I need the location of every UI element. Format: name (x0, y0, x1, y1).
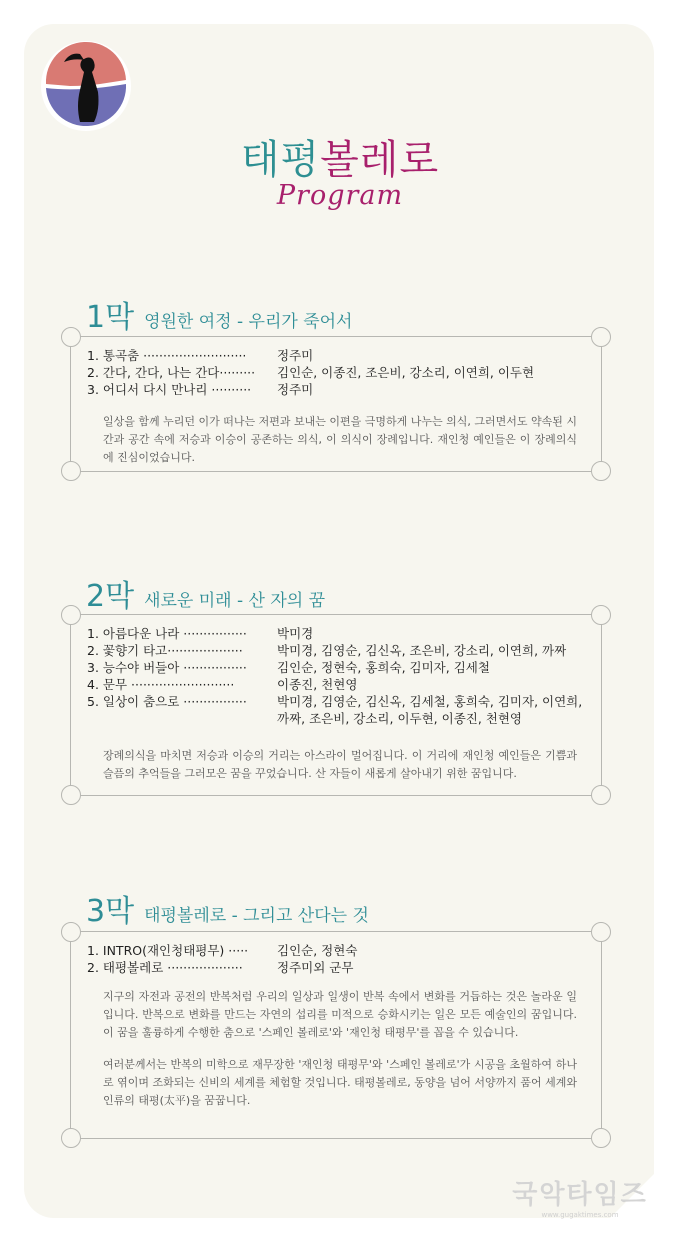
act-3-heading (86, 886, 369, 930)
act-2-number: 2막 (86, 579, 135, 614)
act-2-box: 1. 아름다운 나라 ················ 박미경 2. 꽃향기 타고··················· 박미경, 김영순, 김신옥, 조은비, 강소리, 이연희, 까짜 3. 능수야 버들아 ················ 김인순, 정현숙, 홍희숙, 김미자, 김세철 4. 문무 ·························· 이종진, 천현영 5. 일상이 춤으로 ················ 박미경, 김영순, 김신옥, 김세철, 홍희숙, 김미자, 이연희, 까짜, 조은비, 강소리, 이두현, 이종진, 천현영 장례의식을 마치면 저승과 이승의 거리는 아스라이 멀어집니다. 이 거리에 재인청 예인들은 기쁨과 슬픔의 추억들을 그러모은 꿈을 꾸었습니다. 산 자들이 새롭게 살아내기 위한 꿈입니다. (70, 614, 602, 796)
title-part2: 볼레로 (320, 137, 440, 183)
watermark-main: 국악타임즈 (512, 1180, 648, 1210)
act-1-description: 일상을 함께 누리던 이가 떠나는 저편과 보내는 이편을 극명하게 나누는 의식, 그러면서도 약속된 시간과 공간 속에 저승과 이승이 공존하는 의식, 이 의식이 장례입니다. 재인청 예인들은 이 장례의식에 진심이었습니다. (103, 415, 577, 464)
act-1-subtitle: 영원한 여정 - 우리가 죽어서 (144, 312, 353, 332)
watermark (500, 1174, 660, 1219)
act-2-subtitle: 새로운 미래 - 산 자의 꿈 (144, 591, 326, 611)
page-title (0, 128, 680, 185)
act-3-box: 1. INTRO(재인청태평무) ····· 김인순, 정현숙 2. 태평볼레로 ··················· 정주미외 군무 지구의 자전과 공전의 반복처럼 우리의 일상과 일생이 반복 속에서 변화를 거듭하는 것은 놀라운 일입니다. 반복으로 변화를 만드는 자연의 섭리를 미적으로 승화시키는 일은 모든 예술인의 꿈입니다. 이 꿈을 훌륭하게 수행한 춤으로 '스페인 볼레로'와 '재인청 태평무'를 꼽을 수 있습니다. 여러분께서는 반복의 미학으로 재무장한 '재인청 태평무'와 '스페인 볼레로'가 시공을 초월하여 하나로 엮이며 조화되는 신비의 세계를 체험할 것입니다. 태평볼레로, 동양을 넘어 서양까지 품어 세계와 인류의 태평(太平)을 꿈꿉니다. (70, 931, 602, 1139)
act-1-box: 1. 통곡춤 ·························· 정주미 2. 간다, 간다, 나는 간다········· 김인순, 이종진, 조은비, 강소리, 이연희, 이두현 3. 어디서 다시 만나리 ·········· 정주미 일상을 함께 누리던 이가 떠나는 저편과 보내는 이편을 극명하게 나누는 의식, 그러면서도 약속된 시간과 공간 속에 저승과 이승이 공존하는 의식, 이 의식이 장례입니다. 재인청 예인들은 이 장례의식에 진심이었습니다. (70, 336, 602, 472)
page-subtitle: Program (276, 180, 404, 211)
act-2-description: 장례의식을 마치면 저승과 이승의 거리는 아스라이 멀어집니다. 이 거리에 재인청 예인들은 기쁨과 슬픔의 추억들을 그러모은 꿈을 꾸었습니다. 산 자들이 새롭게 살아내기 위한 꿈입니다. (103, 749, 577, 780)
act-3-description: 지구의 자전과 공전의 반복처럼 우리의 일상과 일생이 반복 속에서 변화를 거듭하는 것은 놀라운 일입니다. 반복으로 변화를 만드는 자연의 섭리를 미적으로 승화시키는 일은 모든 예술인의 꿈입니다. 이 꿈을 훌륭하게 수행한 춤으로 '스페인 볼레로'와 '재인청 태평무'를 꼽을 수 있습니다. 여러분께서는 반복의 미학으로 재무장한 '재인청 태평무'와 '스페인 볼레로'가 시공을 초월하여 하나로 엮이며 조화되는 신비의 세계를 체험할 것입니다. 태평볼레로, 동양을 넘어 서양까지 품어 세계와 인류의 태평(太平)을 꿈꿉니다. (103, 990, 577, 1107)
watermark-url: www.gugaktimes.com (541, 1211, 619, 1219)
act-1-number: 1막 (86, 300, 135, 335)
dancer-logo-icon (40, 40, 132, 132)
act-3-number: 3막 (86, 894, 135, 929)
act-2-heading (86, 571, 325, 615)
title-part1: 태평 (240, 137, 321, 183)
act-3-subtitle: 태평볼레로 - 그리고 산다는 것 (144, 906, 369, 926)
act-1-heading (86, 292, 352, 336)
